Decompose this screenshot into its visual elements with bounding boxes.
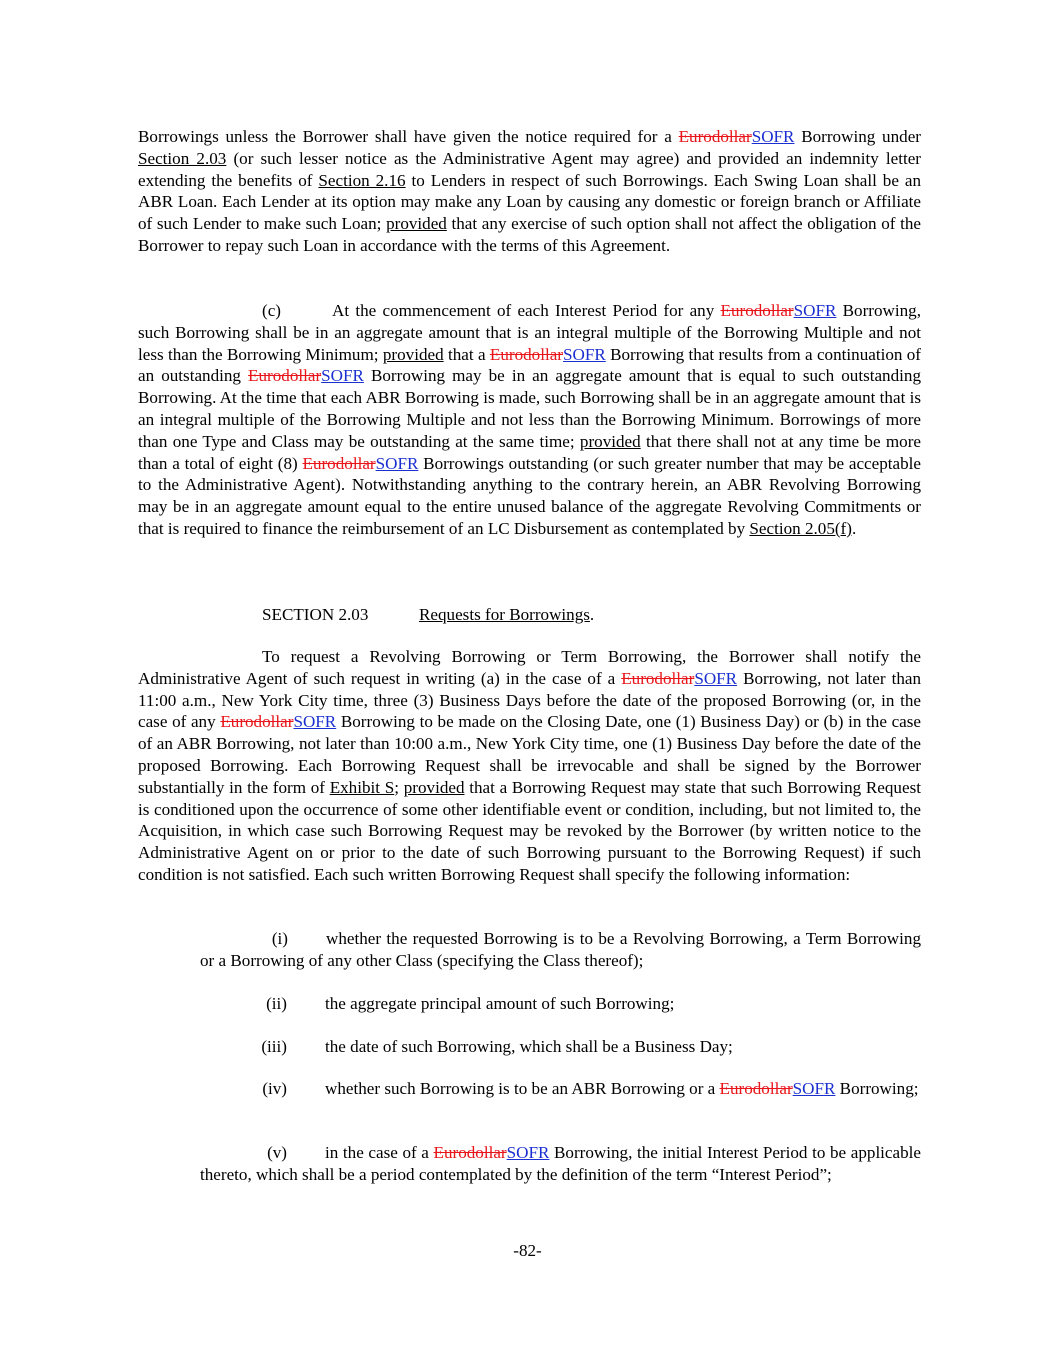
item-text: whether the requested Borrowing is to be a Revolving Borrowing, a Term Borrowing or a Borrowing of any other Class (specifying the Class thereof); [200,929,921,970]
paragraph-label: (c) [262,301,281,320]
item-label: (iv) [262,1079,287,1098]
inserted-term: SOFR [792,1079,836,1098]
deleted-term: Eurodollar [621,668,695,688]
inserted-term: SOFR [694,668,738,688]
paragraph-b-continuation [138,126,921,257]
page-number: -82- [513,1241,542,1260]
text: that there shall not at any time be more than a total of eight (8) [138,431,921,473]
inserted-term: SOFR [751,127,795,146]
deleted-term: Eurodollar [489,344,563,364]
provided-term: provided [403,777,465,797]
list-item-v [200,1142,921,1186]
deleted-term: Eurodollar [720,301,794,320]
item-text: the aggregate principal amount of such Borrowing; [325,994,675,1013]
provided-term: provided [579,431,641,451]
section-number: SECTION 2.03 [262,605,369,624]
text: Borrowing that results from a continuation of an outstanding [138,344,921,386]
inserted-term: SOFR [321,366,364,386]
deleted-term: Eurodollar [220,712,294,732]
list-item-iv [200,1078,921,1100]
deleted-term: Eurodollar [302,453,376,473]
text: To request a Revolving Borrowing or Term Borrowing, the Borrower shall notify the Administrative Agent of such request in writing (a) in the case of a [138,647,921,688]
text: that any exercise of such option shall not affect the obligation of the Borrower to repay such Loan in accordance with the terms of this Agreement. [138,214,921,255]
list-item-i [200,928,921,972]
item-label: (v) [267,1143,287,1162]
text: Borrowing, such Borrowing shall be in an aggregate amount that is an integral multiple of the Borrowing Multiple and not less than the Borrowing Minimum; [138,301,921,364]
item-text: Borrowing; [835,1079,919,1098]
section-title: Requests for Borrowings [419,605,590,624]
text: Borrowings unless the Borrower shall have given the notice required for a [138,127,679,146]
text: . [589,605,595,624]
text: Borrowing may be in an aggregate amount that is equal to such outstanding Borrowing. At the time that each ABR Borrowing is made, such Borrowing shall be in an aggregate amount that is an integral multiple of the Borrowing Multiple and not less than the Borrowing Minimum. Borrowings of more than one Type and Class may be outstanding at the same time; [138,366,921,451]
item-text: Borrowing, the initial Interest Period to be applicable thereto, which shall be a period contemplated by the definition of the term “Interest Period”; [200,1143,921,1184]
deleted-term: Eurodollar [248,366,322,386]
exhibit-reference: Exhibit S [329,777,395,797]
section-reference: Section 2.16 [318,170,406,190]
text: Borrowing to be made on the Closing Date, one (1) Business Day) or (b) in the case of an ABR Borrowing, not later than 10:00 a.m., New York City time, one (1) Business Day before the date of the proposed Borrowing. Each Borrowing Request shall be irrevocable and shall be signed by the Borrower substantially in the form of [138,712,921,797]
text: to Lenders in respect of such Borrowings. Each Swing Loan shall be an ABR Loan. Each Lender at its option may make any Loan by causing any domestic or foreign branch or Affiliate of such Lender to make such Loan; [138,170,921,234]
item-label: (iii) [261,1037,287,1056]
item-text: in the case of a [325,1143,434,1162]
inserted-term: SOFR [293,712,337,732]
provided-term: provided [382,344,444,364]
text: Borrowing under [794,127,921,146]
section-heading [262,604,594,626]
inserted-term: SOFR [506,1143,550,1162]
text: ; [394,777,404,797]
inserted-term: SOFR [793,301,837,320]
provided-term: provided [386,214,447,234]
paragraph-c [138,300,921,540]
text: that a Borrowing Request may state that such Borrowing Request is conditioned upon the occurrence of some other identifiable event or condition, including, but not limited to, the Acquisition, in which case such Borrowing Request may be revoked by the Borrower (by written notice to the Administrative Agent on or prior to the date of such Borrowing pursuant to the Borrowing Request) if such condition is not satisfied. Each such written Borrowing Request shall specify the following information: [138,777,921,884]
deleted-term: Eurodollar [433,1143,507,1162]
text: Borrowing, not later than 11:00 a.m., New York City time, three (3) Business Days before the date of the proposed Borrowing (or, in the case of any [138,668,921,732]
text: . [851,518,857,538]
list-item-iii [200,1036,921,1058]
text: At the commencement of each Interest Period for any [332,301,721,320]
text: (or such lesser notice as the Administrative Agent may agree) and provided an indemnity letter extending the benefits of [138,148,921,190]
deleted-term: Eurodollar [678,127,752,146]
text: Borrowings outstanding (or such greater number that may be acceptable to the Administrative Agent). Notwithstanding anything to the contrary herein, an ABR Revolving Borrowing may be in an aggregate amount equal to the entire unused balance of the aggregate Revolving Commitments or that is required to finance the reimbursement of an LC Disbursement as contemplated by [138,453,921,538]
inserted-term: SOFR [375,453,419,473]
text: that a [443,344,490,364]
paragraph-request [138,646,921,886]
item-label: (i) [271,929,288,948]
item-text: whether such Borrowing is to be an ABR Borrowing or a [325,1079,720,1098]
inserted-term: SOFR [563,344,606,364]
list-item-ii [200,993,921,1015]
section-reference: Section 2.03 [138,148,227,168]
item-text: the date of such Borrowing, which shall be a Business Day; [325,1037,733,1056]
deleted-term: Eurodollar [719,1079,793,1098]
section-reference: Section 2.05(f) [749,518,852,538]
item-label: (ii) [266,994,287,1013]
